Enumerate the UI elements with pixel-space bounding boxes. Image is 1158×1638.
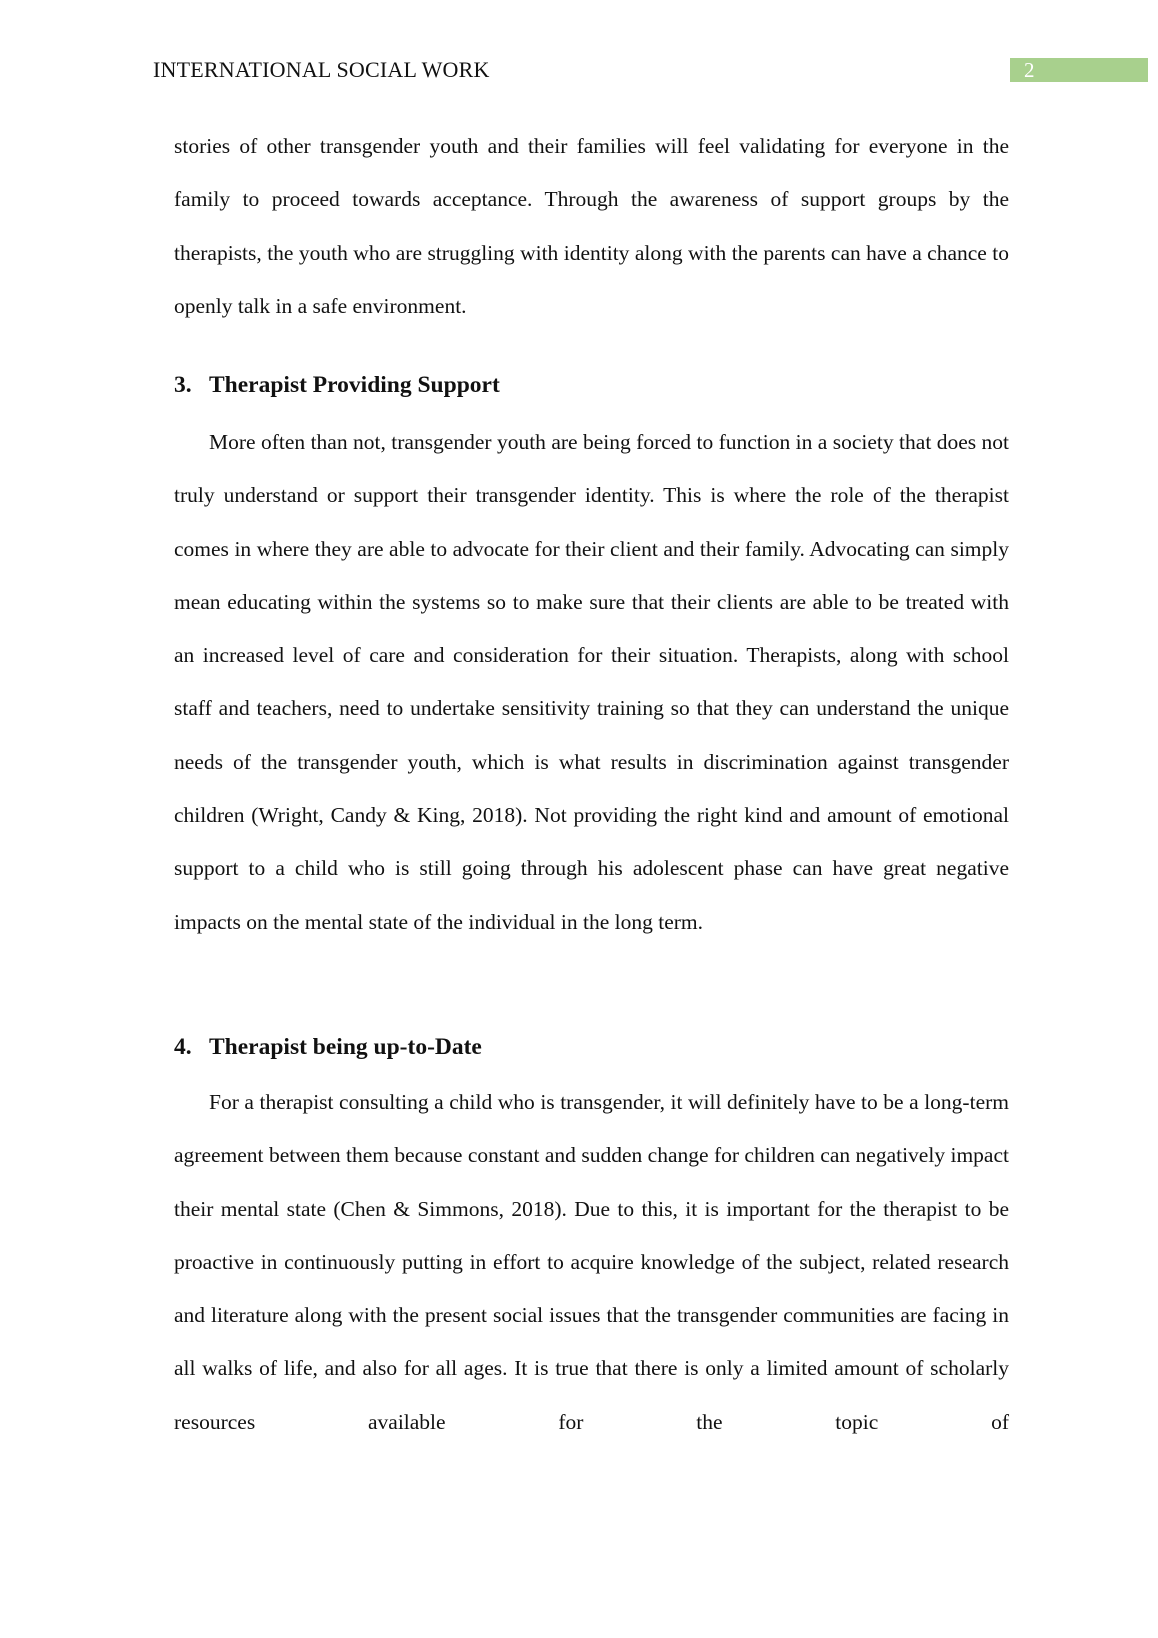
section-4-body (174, 1076, 1009, 1449)
page-number: 2 (1024, 58, 1035, 82)
running-head: INTERNATIONAL SOCIAL WORK (153, 57, 490, 82)
section-3-paragraph: More often than not, transgender youth are being forced to function in a society that does not truly understand or support their transgender identity. This is where the role of the therapist comes in where they are able to advocate for their client and their family. Advocating can simply mean educating within the systems so to make sure that their clients are able to be treated with an increased level of care and consideration for their situation. Therapists, along with school staff and teachers, need to undertake sensitivity training so that they can understand the unique needs of the transgender youth, which is what results in discrimination against transgender children (Wright, Candy & King, 2018). Not providing the right kind and amount of emotional support to a child who is still going through his adolescent phase can have great negative impacts on the mental state of the individual in the long term. (174, 430, 1009, 934)
page-number-box (1010, 58, 1148, 82)
section-3-heading (174, 370, 500, 400)
section-3-number: 3. (174, 372, 192, 398)
intro-paragraph: stories of other transgender youth and their families will feel validating for everyone in the family to proceed towards acceptance. Through the awareness of support groups by the therapists, the youth who are struggling with identity along with the parents can have a chance to openly talk in a safe environment. (174, 134, 1009, 318)
section-4-heading (174, 1032, 482, 1062)
intro-paragraph-block (174, 120, 1009, 333)
section-4-title: Therapist being up-to-Date (209, 1034, 482, 1060)
section-3-body (174, 416, 1009, 949)
section-4-paragraph: For a therapist consulting a child who is transgender, it will definitely have to be a long-term agreement between them because constant and sudden change for children can negatively impact their mental state (Chen & Simmons, 2018). Due to this, it is important for the therapist to be proactive in continuously putting in effort to acquire knowledge of the subject, related research and literature along with the present social issues that the transgender communities are facing in all walks of life, and also for all ages. It is true that there is only a limited amount of scholarly resources available for the topic of (174, 1090, 1009, 1434)
section-4-number: 4. (174, 1034, 192, 1060)
section-3-title: Therapist Providing Support (209, 372, 500, 398)
